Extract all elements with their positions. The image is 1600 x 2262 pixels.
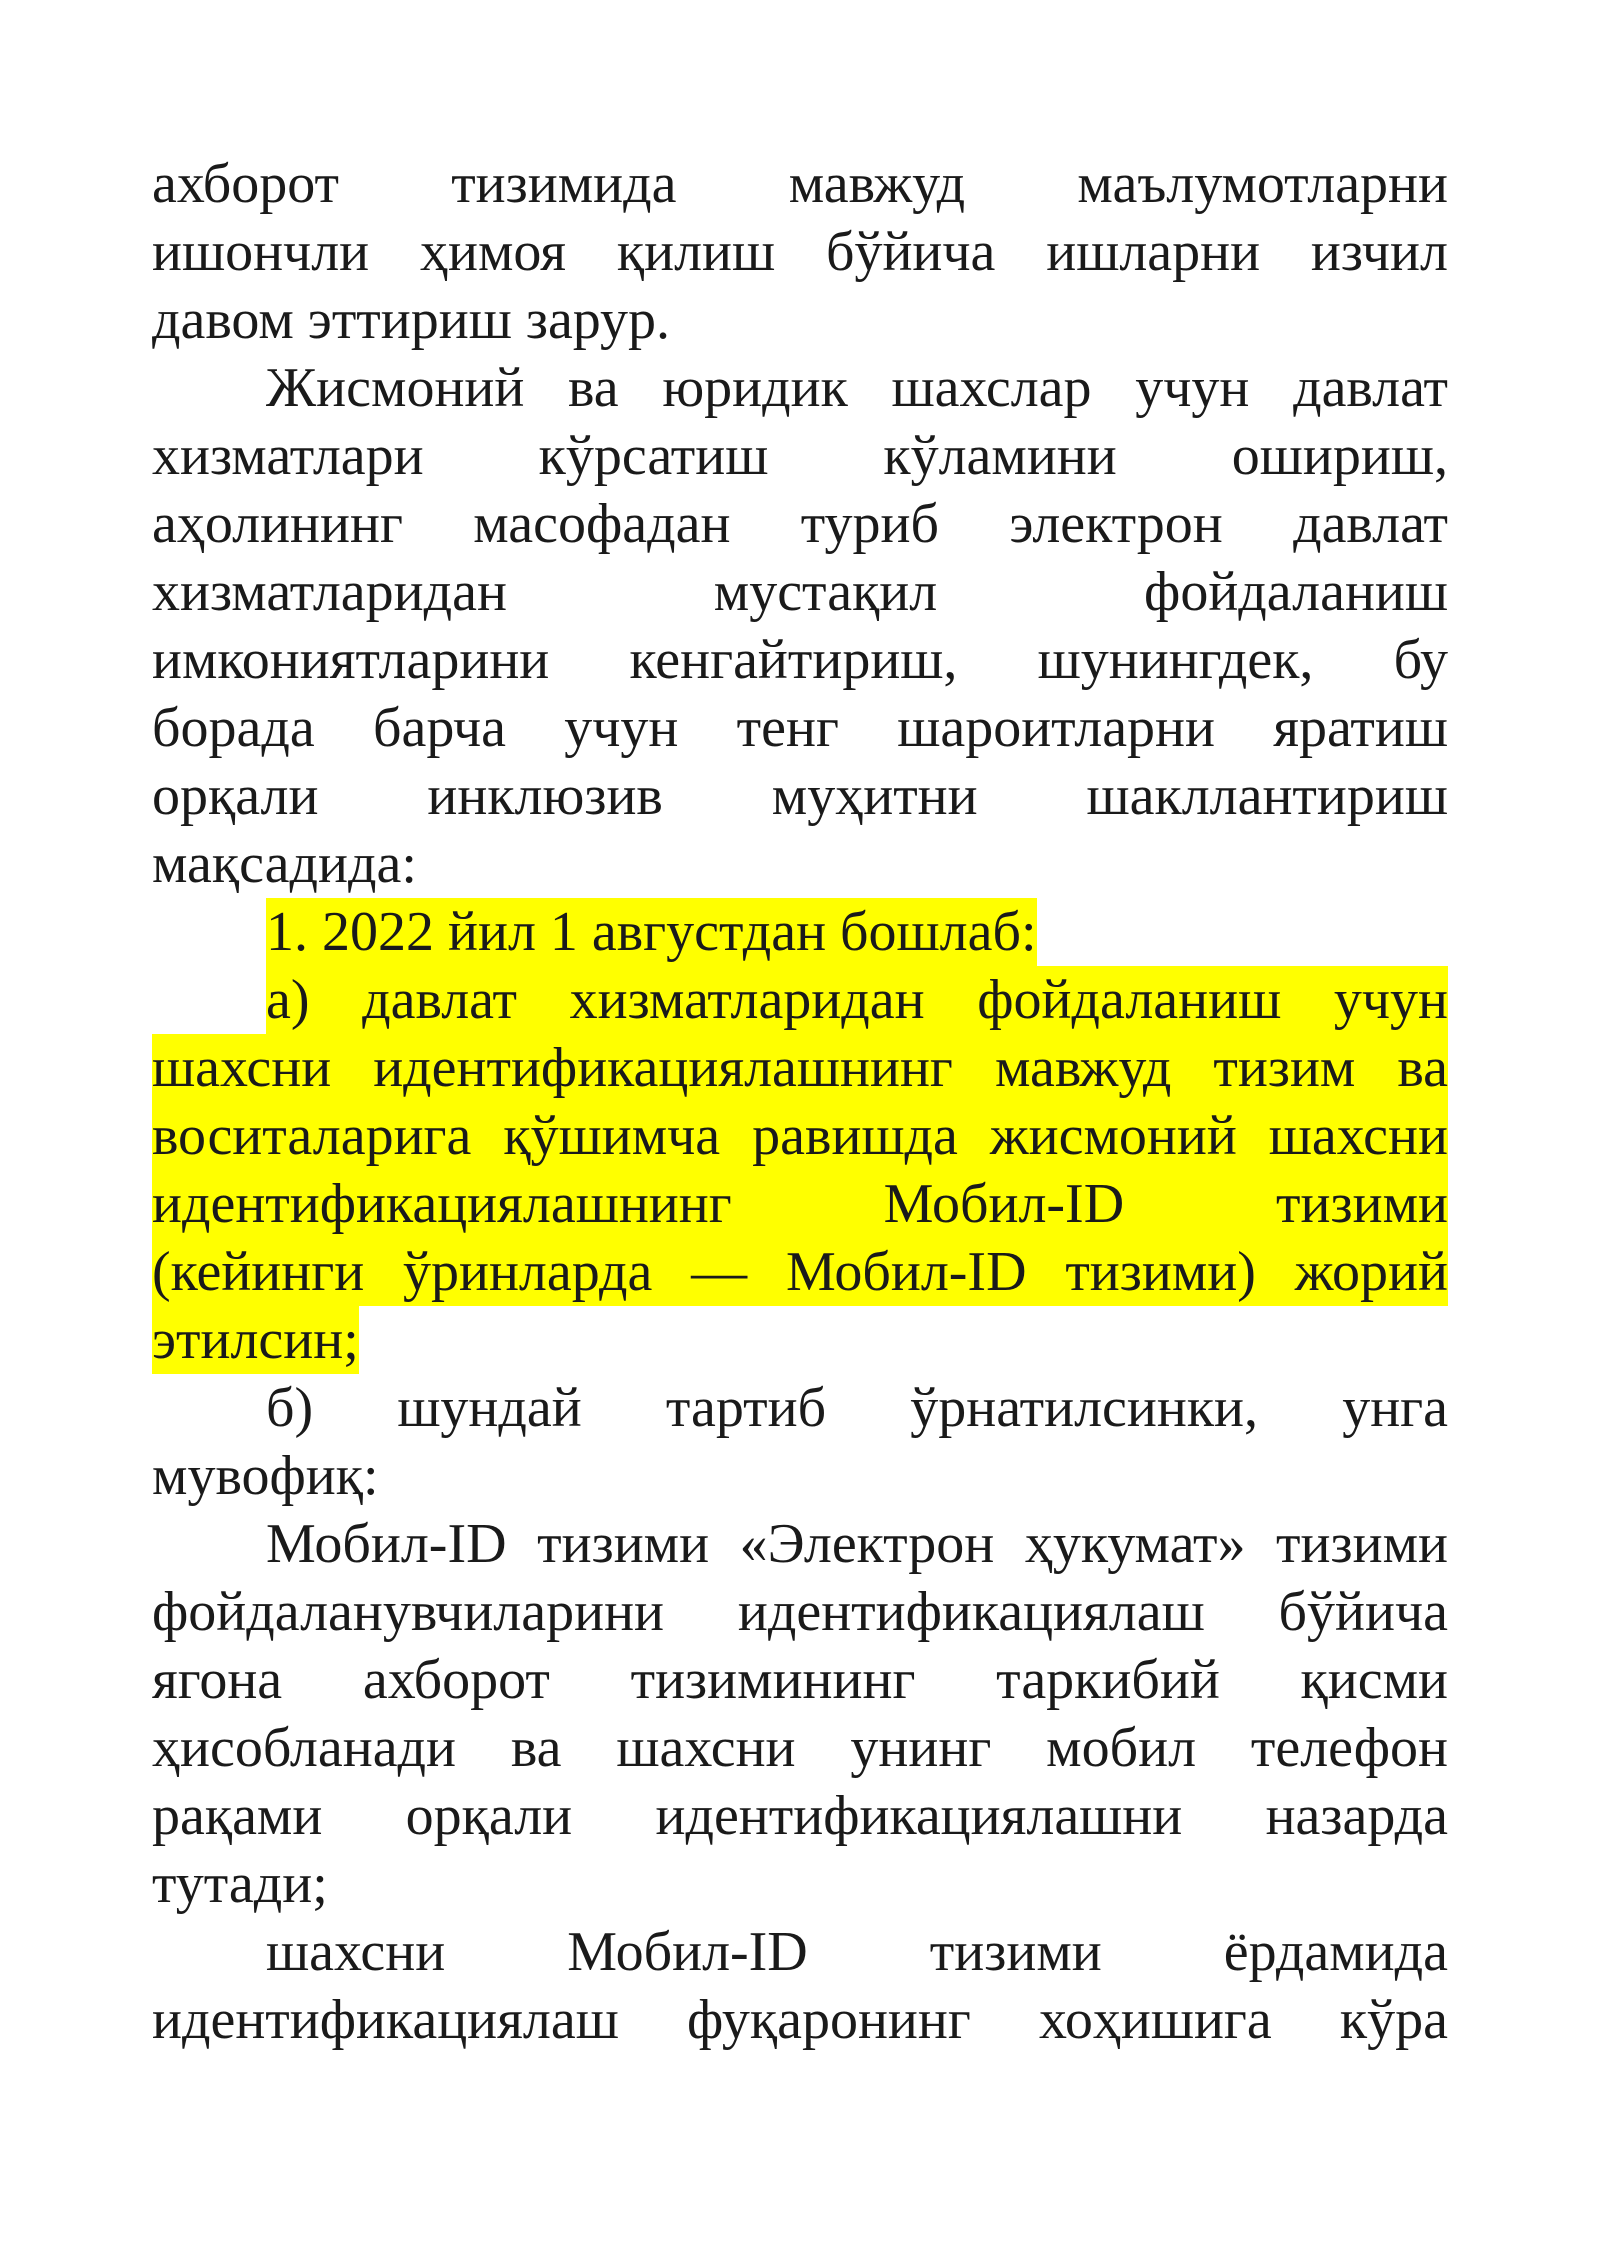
word: ва bbox=[1397, 1037, 1448, 1099]
word: туриб bbox=[800, 493, 939, 555]
text-line bbox=[152, 1578, 1448, 1646]
text-line: давом эттириш зарур. bbox=[152, 289, 671, 351]
word: қисми bbox=[1300, 1649, 1448, 1711]
paragraph bbox=[152, 354, 1448, 898]
highlighted-text bbox=[266, 966, 1448, 1034]
text-line bbox=[152, 1238, 1448, 1306]
paragraph bbox=[152, 1510, 1448, 1918]
word: ягона bbox=[152, 1649, 283, 1711]
paragraph bbox=[152, 1374, 1448, 1510]
word: изчил bbox=[1310, 221, 1448, 283]
text-line bbox=[152, 1646, 1448, 1714]
word: а) bbox=[266, 969, 310, 1031]
word: идентификациялашнинг bbox=[152, 1173, 732, 1235]
text-line bbox=[152, 1306, 1448, 1374]
word: тизими bbox=[537, 1513, 710, 1575]
word: жисмоний bbox=[989, 1105, 1237, 1167]
word: Жисмоний bbox=[266, 357, 525, 419]
word: кенгайтириш, bbox=[629, 629, 958, 691]
word: орқали bbox=[405, 1785, 573, 1847]
word: ишончли bbox=[152, 221, 370, 283]
word: рақами bbox=[152, 1785, 323, 1847]
word: ўринларда bbox=[402, 1241, 653, 1303]
word: Мобил-ID bbox=[567, 1921, 808, 1983]
word: мавжуд bbox=[788, 153, 966, 215]
word: ошириш, bbox=[1231, 425, 1448, 487]
word: шахсни bbox=[152, 1037, 332, 1099]
text-line bbox=[152, 1374, 1448, 1442]
word: давлат bbox=[1293, 493, 1448, 555]
text-line bbox=[152, 558, 1448, 626]
word: муҳитни bbox=[771, 765, 978, 827]
word: (кейинги bbox=[152, 1241, 365, 1303]
word: кўрсатиш bbox=[538, 425, 769, 487]
text-line: мақсадида: bbox=[152, 833, 417, 895]
word: орқали bbox=[152, 765, 319, 827]
word: инклюзив bbox=[427, 765, 663, 827]
paragraph bbox=[152, 1918, 1448, 2054]
word: идентификациялаш bbox=[737, 1581, 1205, 1643]
paragraph bbox=[152, 150, 1448, 354]
word: тизими bbox=[1276, 1173, 1448, 1235]
word: хизматларидан bbox=[152, 561, 507, 623]
word: яратиш bbox=[1273, 697, 1448, 759]
word: кўламини bbox=[883, 425, 1117, 487]
word: шахсни bbox=[616, 1717, 796, 1779]
word: ёрдамида bbox=[1223, 1921, 1448, 1983]
word: тартиб bbox=[665, 1377, 827, 1439]
word: бўйича bbox=[825, 221, 996, 283]
word: тизим bbox=[1213, 1037, 1356, 1099]
word: фойдаланувчиларини bbox=[152, 1581, 665, 1643]
word: шахсни bbox=[1268, 1105, 1448, 1167]
word: хизматларидан bbox=[569, 969, 925, 1031]
word: мавжуд bbox=[994, 1037, 1172, 1099]
word: «Электрон bbox=[739, 1513, 995, 1575]
word: ахборот bbox=[362, 1649, 550, 1711]
word: идентификациялашнинг bbox=[373, 1037, 953, 1099]
word: идентификациялаш bbox=[152, 1989, 619, 2051]
word: назарда bbox=[1265, 1785, 1448, 1847]
highlighted-text: этилсин; bbox=[152, 1306, 359, 1374]
highlighted-text: 1. 2022 йил 1 августдан бошлаб: bbox=[266, 898, 1037, 966]
word: ҳисобланади bbox=[152, 1717, 457, 1779]
word: шароитларни bbox=[897, 697, 1215, 759]
word: учун bbox=[1135, 357, 1250, 419]
word: равишда bbox=[752, 1105, 958, 1167]
word: аҳолининг bbox=[152, 493, 403, 555]
text-line bbox=[152, 626, 1448, 694]
text-line: тутади; bbox=[152, 1853, 328, 1915]
word: б) bbox=[266, 1377, 314, 1439]
word: қўшимча bbox=[503, 1105, 721, 1167]
word: телефон bbox=[1250, 1717, 1448, 1779]
text-line bbox=[152, 1510, 1448, 1578]
word: хоҳишига bbox=[1038, 1989, 1272, 2051]
word: унга bbox=[1342, 1377, 1448, 1439]
word: ва bbox=[510, 1717, 562, 1779]
word: идентификациялашни bbox=[655, 1785, 1183, 1847]
word: тенг bbox=[736, 697, 839, 759]
word: жорий bbox=[1294, 1241, 1448, 1303]
word: шундай bbox=[397, 1377, 582, 1439]
text-line bbox=[152, 422, 1448, 490]
word: тизимида bbox=[451, 153, 677, 215]
text-line bbox=[152, 1034, 1448, 1102]
text-line bbox=[152, 966, 1448, 1034]
word: тизими bbox=[1276, 1513, 1448, 1575]
highlighted-paragraph bbox=[152, 966, 1448, 1374]
word: бу bbox=[1393, 629, 1448, 691]
word: мустақил bbox=[713, 561, 938, 623]
text-line bbox=[152, 490, 1448, 558]
text-line bbox=[152, 1170, 1448, 1238]
word: бўйича bbox=[1278, 1581, 1448, 1643]
text-line bbox=[152, 218, 1448, 286]
text-line bbox=[152, 1714, 1448, 1782]
word: шунингдек, bbox=[1037, 629, 1314, 691]
word: тизимининг bbox=[630, 1649, 916, 1711]
word: ва bbox=[568, 357, 619, 419]
word: — bbox=[691, 1241, 748, 1303]
text-line: мувофиқ: bbox=[152, 1445, 379, 1507]
word: таркибий bbox=[996, 1649, 1220, 1711]
word: шакллантириш bbox=[1086, 765, 1448, 827]
word: давлат bbox=[1293, 357, 1448, 419]
text-line bbox=[152, 354, 1448, 422]
text-line bbox=[152, 1102, 1448, 1170]
text-line bbox=[152, 1986, 1448, 2054]
word: Мобил-ID bbox=[883, 1173, 1125, 1235]
text-line bbox=[152, 1918, 1448, 1986]
word: фойдаланиш bbox=[977, 969, 1282, 1031]
word: ҳимоя bbox=[419, 221, 567, 283]
word: имкониятларини bbox=[152, 629, 550, 691]
word: тизими) bbox=[1065, 1241, 1256, 1303]
word: ахборот bbox=[152, 153, 339, 215]
word: шахсни bbox=[266, 1921, 446, 1983]
text-line bbox=[152, 762, 1448, 830]
word: хизматлари bbox=[152, 425, 424, 487]
word: шахслар bbox=[891, 357, 1092, 419]
word: қилиш bbox=[616, 221, 776, 283]
word: тизими bbox=[929, 1921, 1102, 1983]
word: давлат bbox=[362, 969, 518, 1031]
word: барча bbox=[372, 697, 506, 759]
word: Мобил-ID bbox=[785, 1241, 1027, 1303]
word: учун bbox=[1333, 969, 1448, 1031]
word: воситаларига bbox=[152, 1105, 472, 1167]
text-line bbox=[152, 694, 1448, 762]
word: ўрнатилсинки, bbox=[910, 1377, 1259, 1439]
word: маълумотларни bbox=[1077, 153, 1448, 215]
word: юридик bbox=[662, 357, 848, 419]
word: фойдаланиш bbox=[1144, 561, 1448, 623]
word: Мобил-ID bbox=[266, 1513, 507, 1575]
word: учун bbox=[564, 697, 679, 759]
text-line bbox=[152, 150, 1448, 218]
word: ҳукумат» bbox=[1024, 1513, 1246, 1575]
document-page bbox=[152, 150, 1448, 2054]
text-line bbox=[152, 1782, 1448, 1850]
word: борада bbox=[152, 697, 315, 759]
word: фуқаронинг bbox=[686, 1989, 971, 2051]
word: кўра bbox=[1339, 1989, 1448, 2051]
text-line bbox=[152, 898, 1448, 966]
word: мобил bbox=[1046, 1717, 1197, 1779]
word: унинг bbox=[850, 1717, 992, 1779]
highlighted-paragraph bbox=[152, 898, 1448, 966]
word: масофадан bbox=[473, 493, 731, 555]
word: электрон bbox=[1009, 493, 1223, 555]
word: ишларни bbox=[1046, 221, 1261, 283]
